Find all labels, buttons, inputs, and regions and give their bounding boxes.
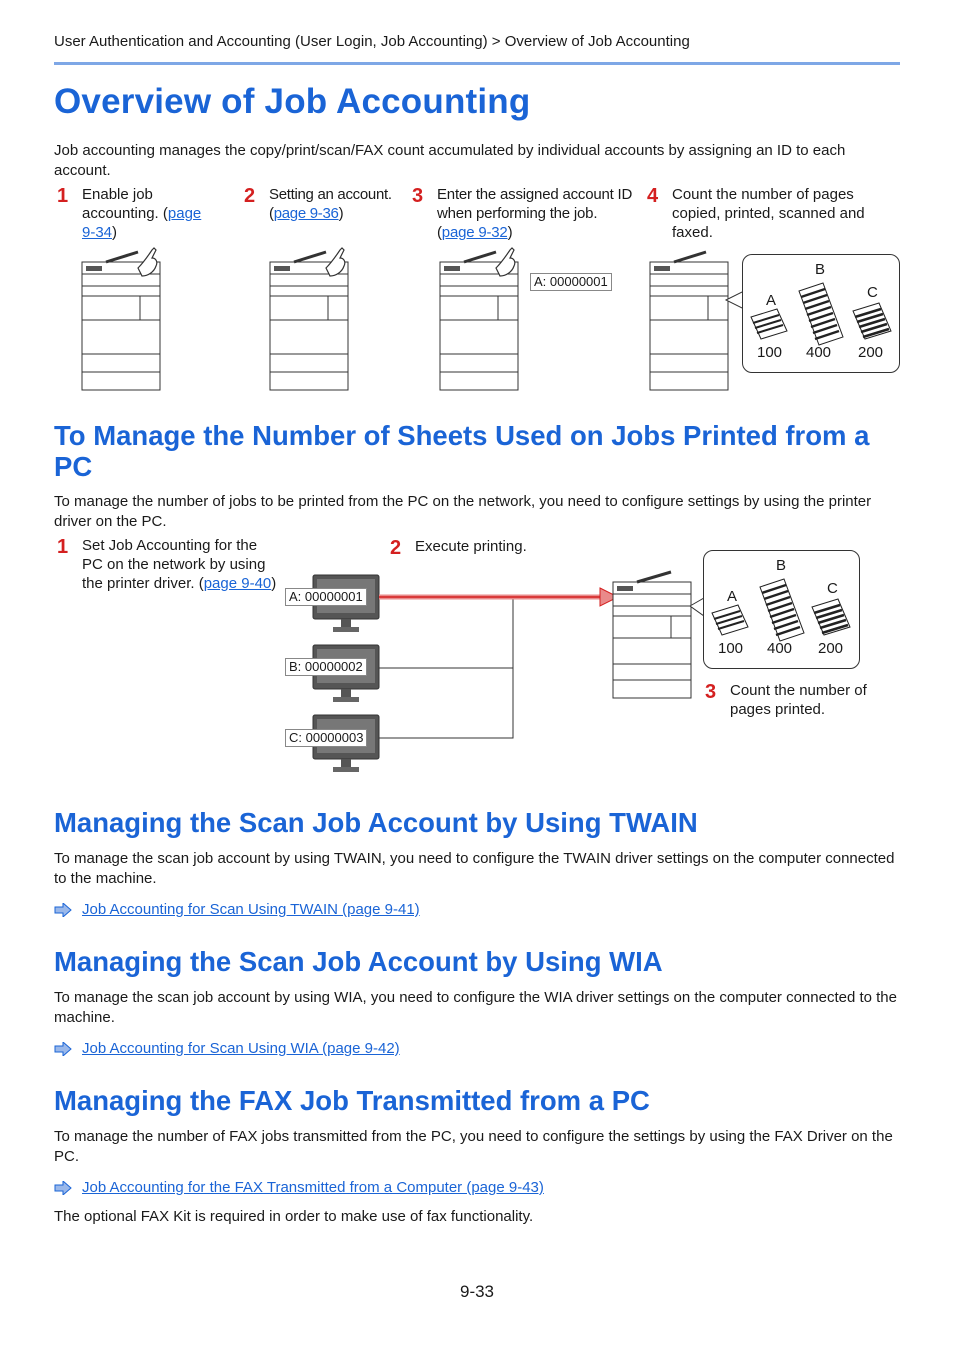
reference-arrow-icon: [54, 1042, 72, 1056]
step-text: Set Job Accounting for the PC on the network by using the printer driver. (: [82, 537, 266, 592]
account-letter-a: A: [766, 292, 777, 309]
section-heading-fax: Managing the FAX Job Transmitted from a PC: [54, 1085, 650, 1116]
count-b: 400: [767, 640, 793, 657]
account-letter-b: B: [776, 557, 787, 574]
pc-page-count-box: [703, 550, 860, 669]
count-c: 200: [818, 640, 844, 657]
step-number: 3: [412, 185, 424, 207]
count-b: 400: [806, 344, 832, 361]
link-page-9-40[interactable]: page 9-40: [203, 575, 272, 592]
pc-step-2-number: 2: [390, 537, 402, 559]
count-a: 100: [757, 344, 783, 361]
step-3-number: [412, 185, 423, 208]
pc-step-2-text: Execute printing.: [415, 538, 527, 555]
step-1-number: [57, 185, 68, 208]
fax-reference-link-row: [54, 1179, 544, 1196]
intro-paragraph: Job accounting manages the copy/print/scan/FAX count accumulated by individual accounts by assigning an ID to each account.: [54, 142, 846, 179]
link-fax-job-accounting[interactable]: Job Accounting for the FAX Transmitted from a Computer (page 9-43): [82, 1179, 544, 1196]
count-c: 200: [858, 344, 884, 361]
section-twain-body: To manage the scan job account by using TWAIN, you need to configure the TWAIN driver settings on the computer connected to the machine.: [54, 850, 895, 887]
section-fax-body: To manage the number of FAX jobs transmitted from the PC, you need to configure the settings by using the FAX Driver on the PC.: [54, 1128, 893, 1165]
link-page-9-34[interactable]: page 9-34: [82, 205, 202, 241]
step-2-number: [244, 185, 255, 208]
twain-reference-link-row: [54, 901, 420, 918]
header-rule: [54, 62, 900, 65]
mfp-illustration-1: [82, 248, 160, 390]
step-1-text: [82, 185, 202, 242]
step-text: ): [338, 205, 344, 222]
step-3-text: [437, 185, 637, 242]
pc-id-label-b: B: 00000002: [285, 658, 367, 676]
step-2-text: [269, 185, 409, 223]
page-number: 9-33: [459, 1282, 495, 1301]
step-number: 2: [244, 185, 256, 207]
section-pc-body: To manage the number of jobs to be printed from the PC on the network, you need to configure settings by using the printer driver on the PC.: [54, 493, 872, 530]
stack-b-icon: [760, 579, 804, 641]
pc-step-3-text: Count the number of pages printed.: [730, 682, 867, 718]
step-number: 4: [647, 185, 659, 207]
step-text: ): [507, 224, 513, 241]
link-twain-job-accounting[interactable]: Job Accounting for Scan Using TWAIN (page 9-41): [82, 901, 420, 918]
link-page-9-36[interactable]: page 9-36: [273, 205, 339, 222]
stack-c-icon: [853, 303, 891, 339]
mfp-illustration-4: [650, 252, 728, 390]
stack-a-icon: [712, 605, 748, 635]
mfp-illustration-2: [270, 248, 348, 390]
step-4-text: Count the number of pages copied, printed, scanned and faxed.: [672, 186, 865, 241]
account-letter-c: C: [827, 580, 838, 597]
pc-step-3-number: 3: [705, 681, 717, 703]
stack-c-icon: [812, 599, 850, 635]
page-count-box: [742, 254, 900, 373]
section-heading-wia: Managing the Scan Job Account by Using WIA: [54, 946, 663, 977]
stack-b-icon: [799, 283, 843, 345]
reference-arrow-icon: [54, 903, 72, 917]
account-id-label: A: 00000001: [530, 273, 612, 291]
count-a: 100: [718, 640, 744, 657]
wia-reference-link-row: [54, 1040, 400, 1057]
account-letter-c: C: [867, 284, 878, 301]
step-text: ): [271, 575, 277, 592]
section-heading-twain: Managing the Scan Job Account by Using TWAIN: [54, 807, 698, 838]
step-text: Enable job accounting. (: [82, 186, 168, 222]
section-wia-body: To manage the scan job account by using WIA, you need to configure the WIA driver settings on the computer connected to the machine.: [54, 989, 897, 1026]
fax-kit-note: The optional FAX Kit is required in order to make use of fax functionality.: [54, 1208, 534, 1225]
step-number: 1: [57, 185, 69, 207]
section-heading-pc: To Manage the Number of Sheets Used on Jobs Printed from a PC: [54, 420, 870, 482]
stack-a-icon: [751, 309, 787, 339]
link-page-9-32[interactable]: page 9-32: [441, 224, 508, 241]
link-wia-job-accounting[interactable]: Job Accounting for Scan Using WIA (page 9-42): [82, 1040, 400, 1057]
account-letter-b: B: [815, 261, 826, 278]
page-title: Overview of Job Accounting: [54, 82, 531, 121]
pc-id-label-a: A: 00000001: [285, 588, 367, 606]
breadcrumb: User Authentication and Accounting (User Login, Job Accounting) > Overview of Job Accounting: [54, 33, 690, 50]
pc-id-label-c: C: 00000003: [285, 729, 367, 747]
pc-step-1-number: 1: [57, 536, 69, 558]
account-letter-a: A: [727, 588, 738, 605]
mfp-illustration-3: [440, 248, 518, 390]
step-text: Setting an account. (: [269, 186, 392, 222]
step-4-number: [647, 185, 658, 208]
step-text: Enter the assigned account ID when performing the job. (: [437, 186, 633, 241]
printer-illustration: [613, 572, 691, 698]
step-text: ): [112, 224, 118, 241]
reference-arrow-icon: [54, 1181, 72, 1195]
